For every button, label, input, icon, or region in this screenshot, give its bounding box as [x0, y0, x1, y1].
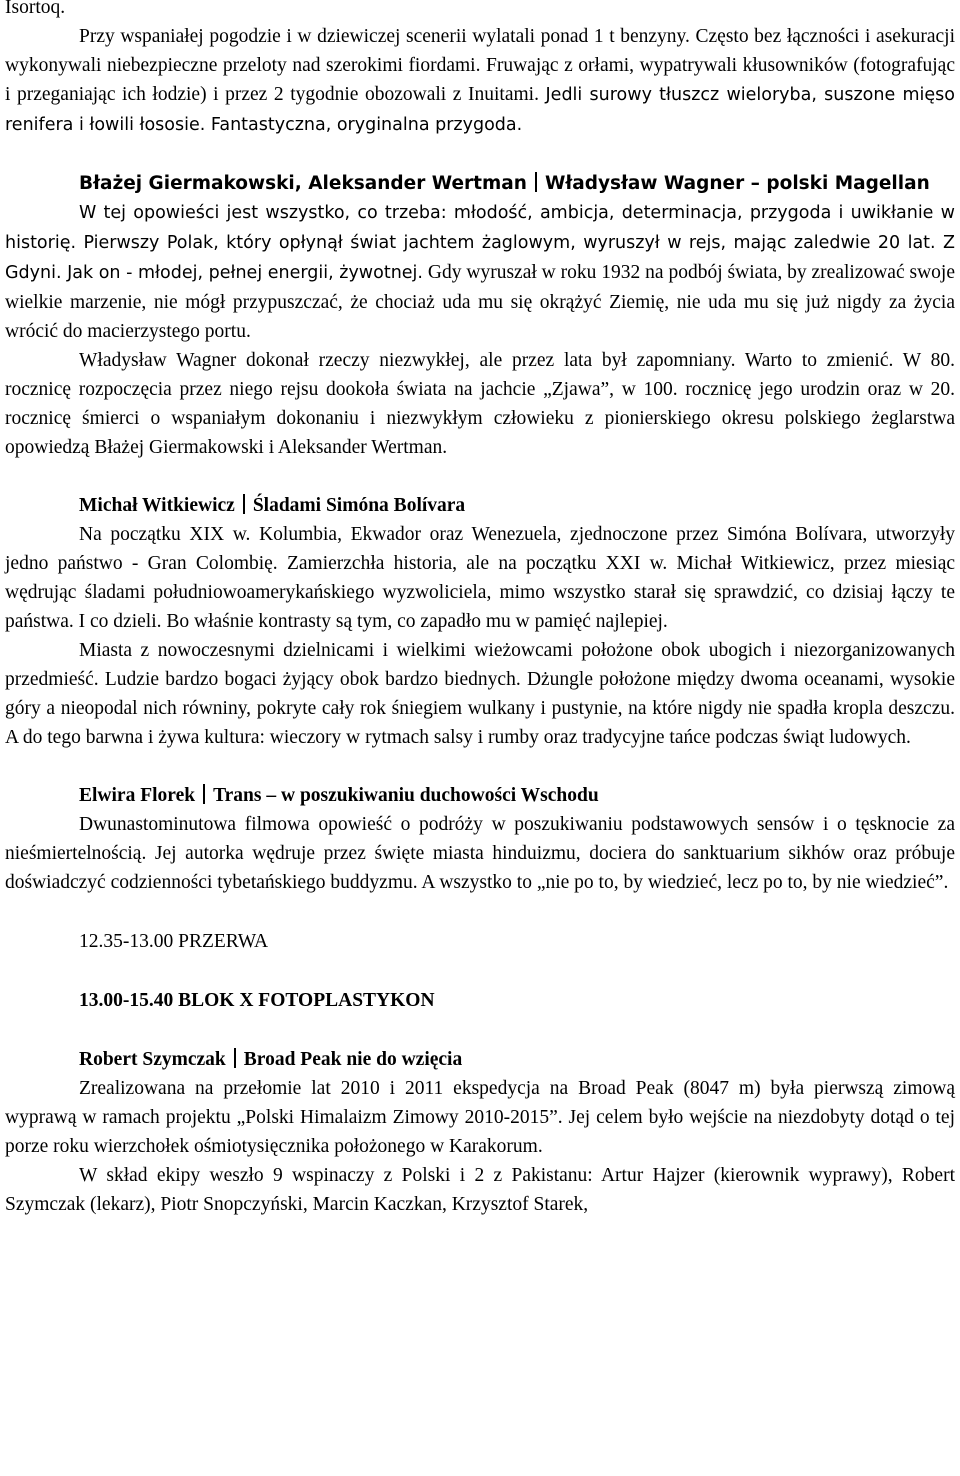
section-heading: Błażej Giermakowski, Aleksander Wertman Władysław Wagner – polski Magellan: [79, 173, 930, 194]
schedule-break: 12.35-13.00 PRZERWA: [79, 931, 269, 952]
section-heading: Elwira Florek Trans – w poszukiwaniu duchowości Wschodu: [79, 785, 599, 806]
schedule-block-heading: 13.00-15.40 BLOK X FOTOPLASTYKON: [79, 990, 435, 1011]
paragraph: Na początku XIX w. Kolumbia, Ekwador oraz Wenezuela, zjednoczone przez Simóna Bolívara, utworzyły jedno państwo - Gran Colombię. Zamierzchła historia, ale na początku XXI w. Michał Witkiewicz, przez miesiąc wędrując śladami południowoamerykańskiego wyzwoliciela, mimo wszystko starał się sprawdzić, co dzisiaj łączy te państwa. I co dzieli. Bo właśnie kontrasty są tym, co zapadło mu w pamięć najlepiej.: [5, 524, 955, 632]
section-heading: Robert Szymczak Broad Peak nie do wzięcia: [79, 1049, 463, 1070]
text-line: Isortoq.: [5, 0, 66, 18]
paragraph: W tej opowieści jest wszystko, co trzeba: młodość, ambicja, determinacja, przygoda i uwikłanie w historię. Pierwszy Polak, który opłynął świat jachtem żaglowym, wyruszył w rejs, mając zaledwie 20 lat. Z Gdyni. Jak on - młodej, pełnej energii, żywotnej. Gdy wyruszał w roku 1932 na podbój świata, by zrealizować swoje wielkie marzenie, nie mógł przypuszczać, że chociaż uda mu się okrążyć Ziemię, nie uda mu się już nigdy za życia wrócić do macierzystego portu.: [5, 203, 956, 342]
paragraph: W skład ekipy weszło 9 wspinaczy z Polski i 2 z Pakistanu: Artur Hajzer (kierownik wyprawy), Robert Szymczak (lekarz), Piotr Snopczyński, Marcin Kaczkan, Krzysztof Starek,: [5, 1165, 955, 1215]
document-page: [5, 0, 955, 1219]
paragraph: Przy wspaniałej pogodzie i w dziewiczej scenerii wylatali ponad 1 t benzyny. Często bez łączności i asekuracji wykonywali niebezpieczne przeloty nad szerokimi fiordami. Fruwając z orłami, wypatrywali kłusowników (fotografując i przeganiając ich łodzie) i przez 2 tygodnie obozowali z Inuitami. Jedli surowy tłuszcz wieloryba, suszone mięso renifera i łowili łososie. Fantastyczna, oryginalna przygoda.: [5, 26, 955, 135]
paragraph: Dwunastominutowa filmowa opowieść o podróży w poszukiwaniu podstawowych sensów i o tęsknocie za nieśmiertelnością. Jej autorka wędruje przez święte miasta hinduizmu, dociera do sanktuarium sikhów oraz próbuje doświadczyć codzienności tybetańskiego buddyzmu. A wszystko to „nie po to, by wiedzieć, lecz po to, by nie wiedzieć”.: [5, 814, 955, 893]
paragraph: Zrealizowana na przełomie lat 2010 i 2011 ekspedycja na Broad Peak (8047 m) była pierwszą zimową wyprawą w ramach projektu „Polski Himalaizm Zimowy 2010-2015”. Jej celem było wejście na niezdobyty dotąd o tej porze roku wierzchołek ośmiotysięcznika położonego w Karakorum.: [5, 1078, 955, 1157]
paragraph: Miasta z nowoczesnymi dzielnicami i wielkimi wieżowcami położone obok ubogich i niezorganizowanych przedmieść. Ludzie bardzo bogaci żyjący obok bardzo biednych. Dżungle położone między dwoma oceanami, wysokie góry a nieopodal nich równiny, pokryte cały rok śniegiem wulkany i pustynie, na które nigdy nie spadła kropla deszczu. A do tego barwna i żywa kultura: wieczory w rytmach salsy i rumby oraz tradycyjne tańce podczas świąt ludowych.: [5, 640, 955, 748]
paragraph: Władysław Wagner dokonał rzeczy niezwykłej, ale przez lata był zapomniany. Warto to zmienić. W 80. rocznicę rozpoczęcia przez niego rejsu dookoła świata na jachcie „Zjawa”, w 100. rocznicę jego urodzin oraz w 20. rocznicę śmierci o wspaniałym dokonaniu i niezwykłym człowieku z pionierskiego okresu polskiego żeglarstwa opowiedzą Błażej Giermakowski i Aleksander Wertman.: [5, 350, 955, 458]
section-heading: Michał Witkiewicz Śladami Simóna Bolívara: [79, 495, 466, 516]
